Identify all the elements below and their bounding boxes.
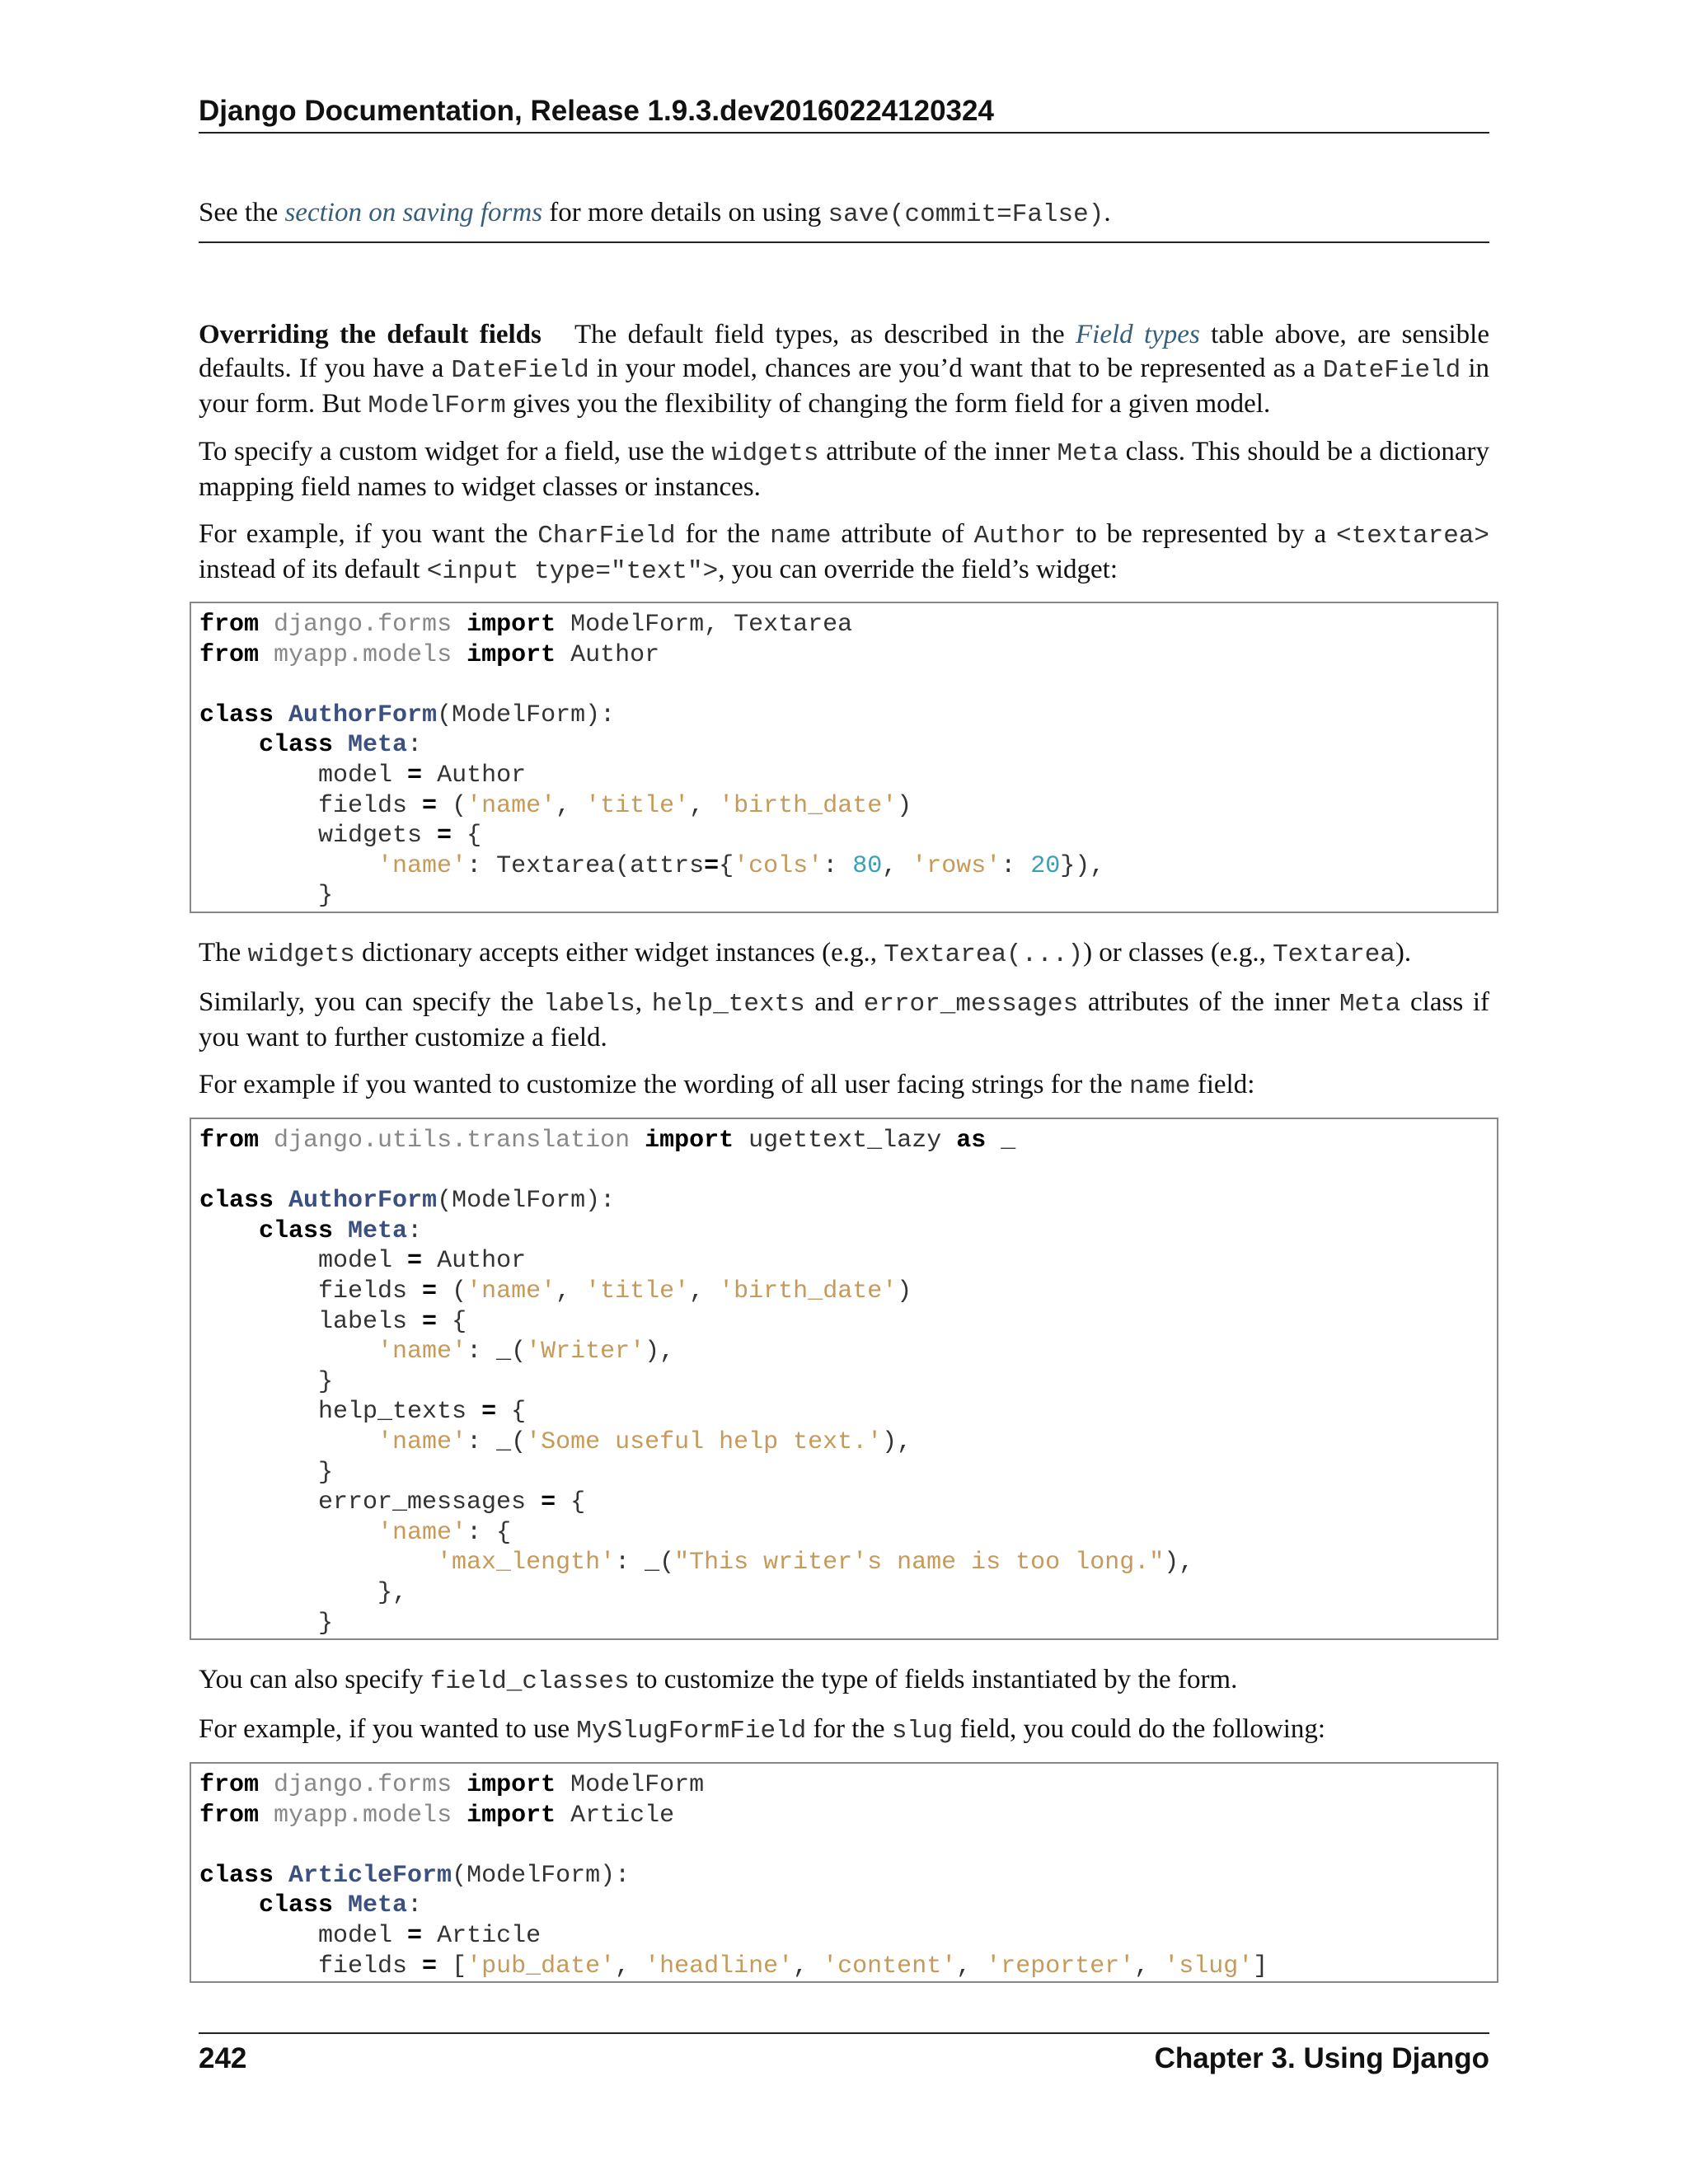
inline-code: Author <box>973 522 1067 551</box>
code-token: , <box>556 791 586 820</box>
code-token: 'Writer' <box>526 1338 645 1366</box>
code-token: = <box>541 1488 556 1517</box>
code-token: = <box>437 822 452 851</box>
code-token: 'name' <box>377 1427 467 1456</box>
code-token: 'title' <box>585 791 690 820</box>
code-token <box>452 641 467 669</box>
text: to be represented by a <box>1066 519 1336 549</box>
code-token: }, <box>199 1578 408 1607</box>
paragraph-widgets <box>199 435 1489 504</box>
code-token: { <box>496 1398 527 1427</box>
code-token: class <box>259 1891 334 1920</box>
code-token: "This writer's name is too long." <box>674 1549 1165 1577</box>
text: class if you want to further customize a field. <box>199 987 1489 1052</box>
code-token: 'headline' <box>645 1952 794 1980</box>
code-token: : _( <box>467 1338 527 1366</box>
code-token: = <box>422 791 438 820</box>
code-token: import <box>467 1771 556 1799</box>
footer-rule <box>199 2032 1489 2034</box>
code-token: class <box>199 1187 274 1216</box>
code-token: Meta <box>348 1891 408 1920</box>
code-token: : <box>407 731 423 760</box>
code-token: 'name' <box>467 791 556 820</box>
code-token: model <box>199 1921 408 1950</box>
inline-code: labels <box>543 990 635 1019</box>
code-token: help_texts <box>199 1398 482 1427</box>
text: table above, are sensible defaults. If you have a <box>199 320 1490 383</box>
code-token: Meta <box>348 1216 408 1245</box>
code-token: ModelForm, Textarea <box>556 611 853 639</box>
code-token: ] <box>1253 1952 1268 1980</box>
code-token <box>199 1338 377 1366</box>
inline-code: MySlugFormField <box>576 1717 807 1746</box>
code-token: 'birth_date' <box>719 791 898 820</box>
code-token <box>259 1802 274 1830</box>
code-token <box>333 731 348 759</box>
code-token: : <box>407 1216 423 1245</box>
code-token: 'reporter' <box>986 1952 1135 1980</box>
code-token: ModelForm <box>556 1771 705 1799</box>
code-token <box>274 701 288 729</box>
code-token: Author <box>422 1247 527 1276</box>
code-token: 'name' <box>377 1338 467 1366</box>
code-token: = <box>407 1247 423 1276</box>
paragraph-field-classes <box>199 1663 1489 1699</box>
paragraph-widgets-dict <box>199 936 1489 972</box>
code-token: : _( <box>467 1427 527 1456</box>
inline-code: Meta <box>1057 439 1118 468</box>
seealso-note <box>199 196 1489 243</box>
paragraph-example-slug <box>199 1713 1489 1748</box>
paragraph-example-widget <box>199 518 1489 588</box>
text: attributes of the inner <box>1078 987 1339 1017</box>
code-token: fields <box>199 1952 423 1980</box>
code-token: fields <box>199 1277 423 1305</box>
running-header: Django Documentation, Release 1.9.3.dev20160224120324 <box>199 92 1489 134</box>
code-token: 'name' <box>377 851 467 880</box>
code-token <box>199 1891 259 1919</box>
code-lines <box>199 610 1489 912</box>
code-token: = <box>422 1307 438 1336</box>
link-saving-forms[interactable]: section on saving forms <box>284 198 543 227</box>
code-token <box>199 1428 377 1456</box>
code-token <box>199 852 377 880</box>
code-token: : { <box>467 1518 512 1547</box>
code-token: import <box>467 1801 556 1830</box>
text: for the <box>675 519 771 549</box>
chapter-title: Chapter 3. Using Django <box>1154 2042 1489 2074</box>
code-token: AuthorForm <box>288 701 438 729</box>
text: instead of its default <box>199 555 427 584</box>
code-token: ), <box>1164 1549 1194 1577</box>
code-token: , <box>556 1277 586 1305</box>
code-token: : _( <box>615 1549 675 1577</box>
text: dictionary accepts either widget instances (e.g., <box>354 938 884 968</box>
code-token: 'name' <box>377 1518 467 1547</box>
code-token: from <box>199 1127 260 1155</box>
code-token <box>259 641 274 669</box>
inline-code: ModelForm <box>368 391 506 420</box>
code-token <box>274 1187 288 1215</box>
text: . <box>1104 198 1111 227</box>
code-token <box>333 1891 348 1919</box>
code-token: ), <box>882 1427 912 1456</box>
text: class. This should be a dictionary mapping field names to widget classes or instances. <box>199 437 1489 502</box>
code-block-2 <box>190 1118 1498 1640</box>
code-token: AuthorForm <box>288 1187 438 1216</box>
code-token <box>333 1217 348 1245</box>
code-token: , <box>956 1952 987 1980</box>
code-token: = <box>422 1277 438 1305</box>
code-token: : Textarea(attrs <box>467 851 705 880</box>
inline-code: widgets <box>711 439 819 468</box>
text: for more details on using <box>542 198 828 227</box>
inline-code: <input type="text"> <box>426 557 719 586</box>
text: attribute of the inner <box>818 437 1057 466</box>
code-token: = <box>407 1921 423 1950</box>
code-token: , <box>689 791 720 820</box>
page-number: 242 <box>199 2042 247 2074</box>
text: Similarly, you can specify the <box>199 987 544 1017</box>
paragraph-overriding <box>199 318 1489 423</box>
code-token: 'Some useful help text.' <box>526 1427 883 1456</box>
inline-code: error_messages <box>863 990 1079 1019</box>
code-token: import <box>467 640 556 669</box>
code-token: 'slug' <box>1164 1952 1254 1980</box>
inline-code: name <box>1129 1072 1191 1101</box>
code-token: , <box>615 1952 645 1980</box>
code-token: = <box>481 1398 497 1427</box>
code-token: Meta <box>348 731 408 760</box>
text: in your model, chances are you’d want that to be represented as a <box>588 354 1323 383</box>
code-lines <box>199 1770 1489 1981</box>
code-token: from <box>199 611 260 639</box>
code-token: 'cols' <box>734 851 823 880</box>
code-token: class <box>259 1216 334 1245</box>
code-token <box>274 1862 288 1890</box>
code-token: = <box>407 761 423 790</box>
text: in your form. But <box>199 354 1490 419</box>
inline-code: slug <box>891 1717 954 1746</box>
code-token <box>199 1217 259 1245</box>
paragraph-example-strings <box>199 1068 1489 1104</box>
code-lines <box>199 1126 1489 1638</box>
text: attribute of <box>831 519 974 549</box>
code-token: } <box>199 882 334 911</box>
code-token: , <box>882 851 912 880</box>
code-token: class <box>199 1861 274 1890</box>
code-token: as <box>956 1127 987 1155</box>
code-token <box>199 1549 437 1577</box>
text: See the <box>199 198 285 227</box>
text: gives you the flexibility of changing the form field for a given model. <box>505 389 1271 419</box>
code-token <box>259 1771 274 1799</box>
code-token: 'rows' <box>912 851 1001 880</box>
text: ). <box>1395 938 1412 968</box>
code-token: Author <box>556 640 660 669</box>
inline-code: widgets <box>247 940 355 969</box>
code-token: from <box>199 640 260 669</box>
code-token: from <box>199 1801 260 1830</box>
code-token <box>199 731 259 759</box>
code-token: error_messages <box>199 1488 542 1517</box>
code-token <box>452 1771 467 1799</box>
code-token: : <box>1001 851 1031 880</box>
text: To specify a custom widget for a field, use the <box>199 437 712 466</box>
code-token: (ModelForm): <box>437 701 616 729</box>
code-token: }), <box>1060 851 1105 880</box>
text: for the <box>806 1714 892 1744</box>
code-block-3 <box>190 1762 1498 1983</box>
code-token: } <box>199 1367 334 1396</box>
code-token: = <box>704 851 720 880</box>
inline-code: name <box>770 522 832 551</box>
text: , you can override the field’s widget: <box>718 555 1118 584</box>
text: to customize the type of fields instantiated by the form. <box>629 1665 1238 1694</box>
code-token: labels <box>199 1307 423 1336</box>
code-token: myapp.models <box>274 1801 452 1830</box>
text: For example if you wanted to customize the wording of all user facing strings for the <box>199 1070 1130 1099</box>
code-token <box>199 1519 377 1547</box>
text: For example, if you wanted to use <box>199 1714 577 1744</box>
code-token: 'title' <box>585 1277 690 1305</box>
code-token: 'max_length' <box>437 1549 616 1577</box>
code-token: { <box>437 1307 467 1336</box>
code-token <box>259 611 274 639</box>
code-token: _ <box>986 1127 1016 1155</box>
code-token: class <box>199 701 274 729</box>
code-token: { <box>719 851 734 880</box>
code-token: fields <box>199 791 423 820</box>
code-token: 'content' <box>823 1952 957 1980</box>
text: The default field types, as described in the <box>574 320 1076 349</box>
text: For example, if you want the <box>199 519 538 549</box>
inline-code: <textarea> <box>1335 522 1490 551</box>
code-token: django.utils.translation <box>274 1127 631 1155</box>
code-token: import <box>467 611 556 639</box>
code-token: ( <box>437 1277 467 1305</box>
code-token: model <box>199 1247 408 1276</box>
code-token <box>452 611 467 639</box>
code-token: { <box>556 1488 586 1517</box>
code-token: Article <box>422 1921 542 1950</box>
code-token <box>259 1127 274 1155</box>
code-token: import <box>645 1127 734 1155</box>
code-token <box>630 1127 645 1155</box>
code-token: 20 <box>1030 851 1061 880</box>
code-token: } <box>199 1458 334 1487</box>
inline-code: Textarea(...) <box>884 940 1084 969</box>
link-field-types[interactable]: Field types <box>1076 320 1200 349</box>
text: field: <box>1190 1070 1255 1099</box>
code-token: class <box>259 731 334 760</box>
code-token: 'pub_date' <box>467 1952 616 1980</box>
code-token: 'name' <box>467 1277 556 1305</box>
code-token: : <box>407 1891 423 1920</box>
code-token: django.forms <box>274 1771 452 1799</box>
inline-code: Textarea <box>1273 940 1395 969</box>
code-token: (ModelForm): <box>437 1187 616 1216</box>
text: The <box>199 938 248 968</box>
code-token: , <box>689 1277 720 1305</box>
code-token: ugettext_lazy <box>734 1127 957 1155</box>
text: and <box>804 987 864 1017</box>
code-token: (ModelForm): <box>452 1861 631 1890</box>
code-token: ) <box>897 791 912 820</box>
code-token: myapp.models <box>274 640 452 669</box>
code-block-1 <box>190 602 1498 913</box>
inline-code: save(commit=False) <box>828 200 1104 229</box>
inline-code: CharField <box>537 522 676 551</box>
paragraph-labels <box>199 986 1489 1055</box>
code-token: , <box>1134 1952 1165 1980</box>
code-token: model <box>199 761 408 790</box>
code-token: ArticleForm <box>288 1861 452 1890</box>
code-token: 'birth_date' <box>719 1277 898 1305</box>
code-token: { <box>452 822 482 851</box>
code-token: ( <box>437 791 467 820</box>
code-token: } <box>199 1609 334 1638</box>
inline-code: DateField <box>451 356 589 385</box>
text: field, you could do the following: <box>953 1714 1326 1744</box>
code-token: widgets <box>199 822 438 851</box>
code-token: 80 <box>852 851 883 880</box>
text: You can also specify <box>199 1665 430 1694</box>
code-token <box>452 1802 467 1830</box>
code-token: , <box>793 1952 823 1980</box>
code-token: django.forms <box>274 611 452 639</box>
code-token: Article <box>556 1801 675 1830</box>
text: ) or classes (e.g., <box>1083 938 1273 968</box>
code-token: ) <box>897 1277 912 1305</box>
inline-code: DateField <box>1322 356 1461 385</box>
text: , <box>635 987 652 1017</box>
inline-code: field_classes <box>429 1667 630 1696</box>
code-token: = <box>422 1952 438 1980</box>
code-token: from <box>199 1771 260 1799</box>
inline-code: help_texts <box>651 990 805 1019</box>
section-heading: Overriding the default fields <box>199 320 542 349</box>
code-token: ), <box>645 1338 675 1366</box>
code-token: : <box>823 851 853 880</box>
code-token: Author <box>422 761 527 790</box>
code-token: [ <box>437 1952 467 1980</box>
inline-code: Meta <box>1339 990 1401 1019</box>
